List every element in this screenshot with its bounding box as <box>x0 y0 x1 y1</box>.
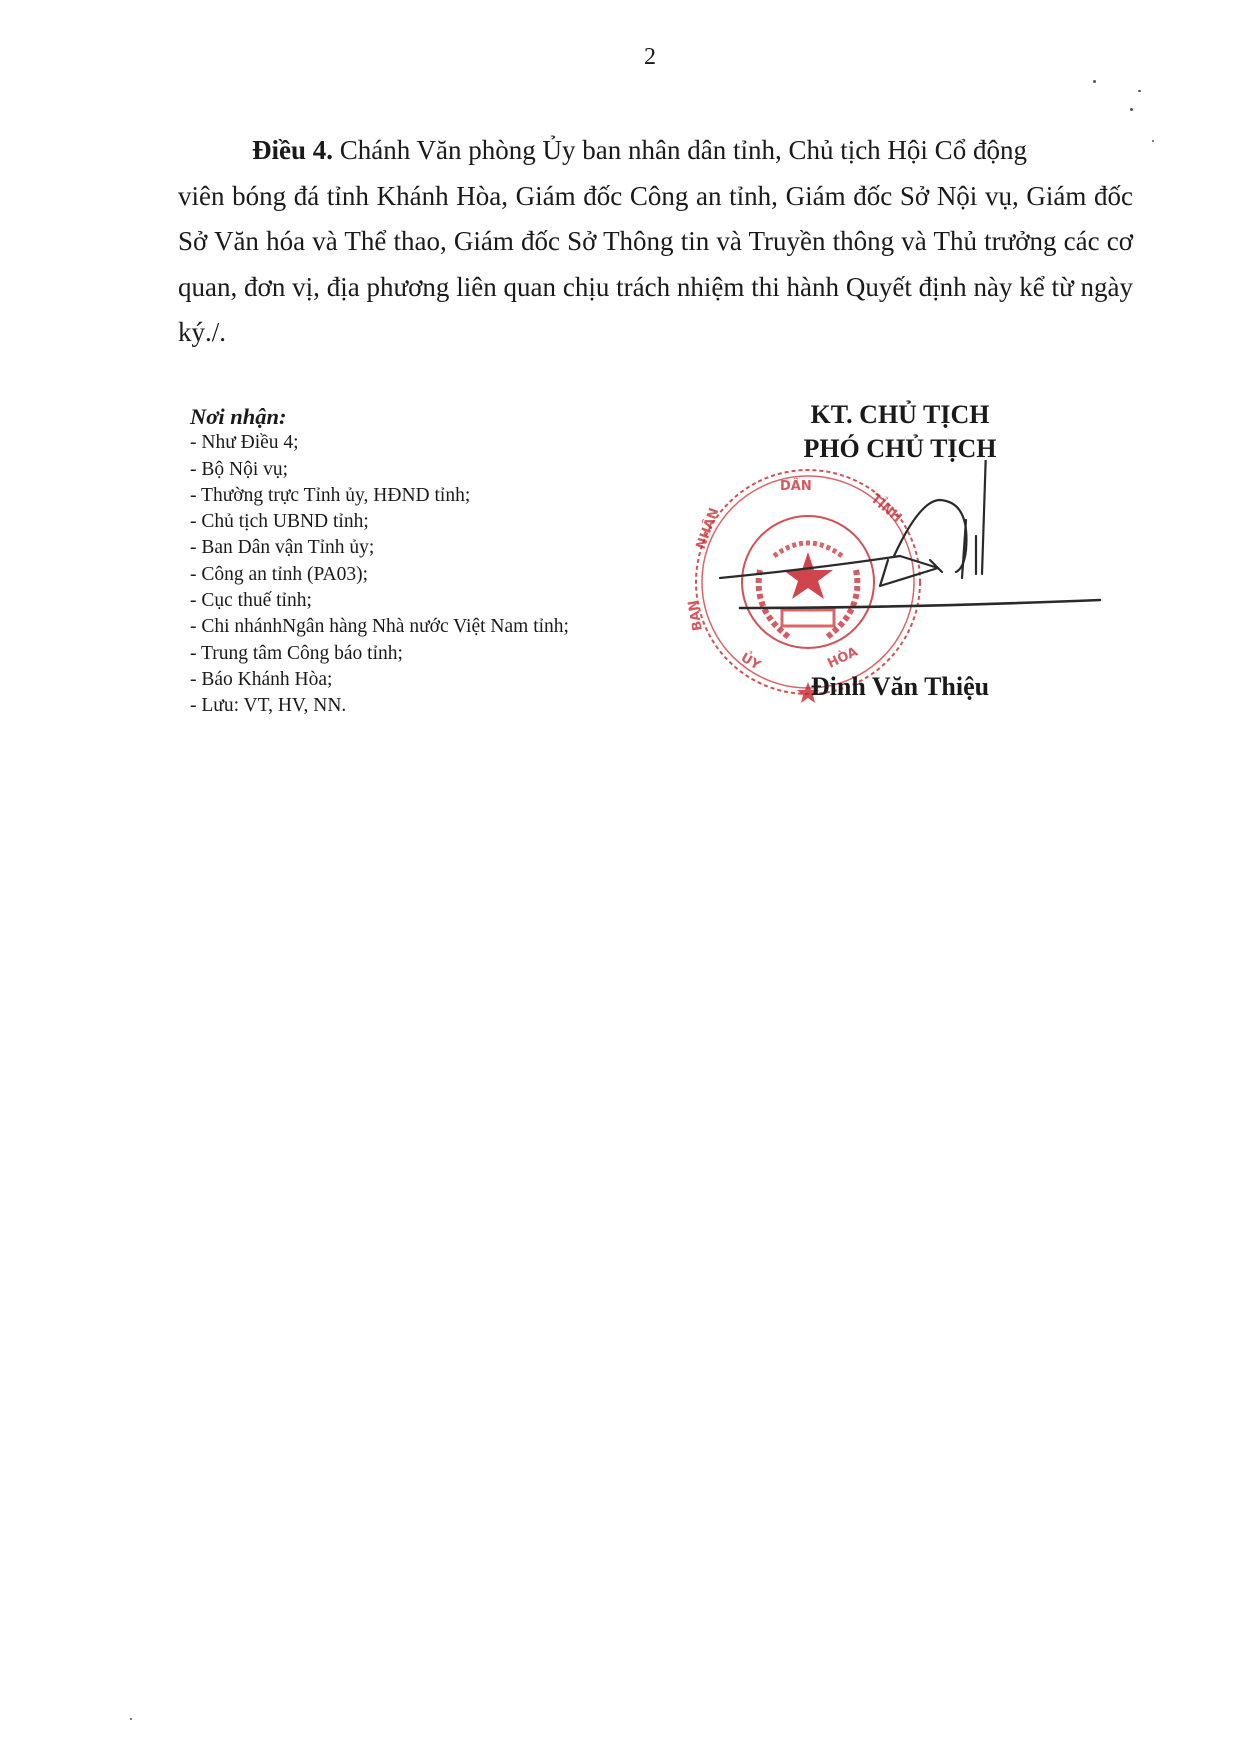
page-number: 2 <box>644 44 656 70</box>
recipients-block <box>190 404 710 720</box>
signature-title-block <box>730 398 1070 466</box>
recipient-item: - Công an tỉnh (PA03); <box>190 562 710 588</box>
svg-text:TỈNH: TỈNH <box>867 491 905 526</box>
recipients-title: Nơi nhận: <box>190 404 287 429</box>
recipient-item: - Thường trực Tỉnh ủy, HĐND tỉnh; <box>190 483 710 509</box>
scan-speck <box>1152 140 1154 142</box>
article-4 <box>178 128 1133 356</box>
signature-title-line1: KT. CHỦ TỊCH <box>810 400 990 429</box>
recipient-item: - Bộ Nội vụ; <box>190 457 710 483</box>
svg-text:ỦY: ỦY <box>738 650 763 674</box>
recipients-list <box>190 430 710 719</box>
signer-name: Đinh Văn Thiệu <box>810 672 990 701</box>
recipient-item: - Lưu: VT, HV, NN. <box>190 693 710 719</box>
recipient-item: - Cục thuế tỉnh; <box>190 588 710 614</box>
scan-speck <box>1093 80 1096 83</box>
scan-speck <box>130 1718 132 1720</box>
recipient-item: - Chi nhánhNgân hàng Nhà nước Việt Nam tỉnh; <box>190 614 710 640</box>
recipient-item: - Như Điều 4; <box>190 430 710 456</box>
svg-text:NHÂN: NHÂN <box>693 506 723 552</box>
svg-text:HÒA: HÒA <box>825 644 861 672</box>
recipient-item: - Chủ tịch UBND tỉnh; <box>190 509 710 535</box>
recipient-item: - Ban Dân vận Tỉnh ủy; <box>190 535 710 561</box>
article-first-line <box>178 128 1133 174</box>
official-seal-icon <box>686 470 920 703</box>
scan-speck <box>1138 90 1141 92</box>
scan-speck <box>1130 108 1133 111</box>
article-body: viên bóng đá tỉnh Khánh Hòa, Giám đốc Công an tỉnh, Giám đốc Sở Nội vụ, Giám đốc Sở Văn hóa và Thể thao, Giám đốc Sở Thông tin và Truyền thông và Thủ trưởng các cơ quan, đơn vị, địa phương liên quan chịu trách nhiệm thi hành Quyết định này kể từ ngày ký./. <box>178 180 1133 347</box>
recipient-item: - Trung tâm Công báo tỉnh; <box>190 641 710 667</box>
svg-text:DÂN: DÂN <box>780 479 812 494</box>
recipient-item: - Báo Khánh Hòa; <box>190 667 710 693</box>
article-body-line1: Chánh Văn phòng Ủy ban nhân dân tỉnh, Chủ tịch Hội Cổ động <box>333 135 1027 165</box>
article-label: Điều 4. <box>252 135 333 165</box>
svg-text:BAN: BAN <box>685 598 706 632</box>
signature-title-line2: PHÓ CHỦ TỊCH <box>803 434 997 463</box>
